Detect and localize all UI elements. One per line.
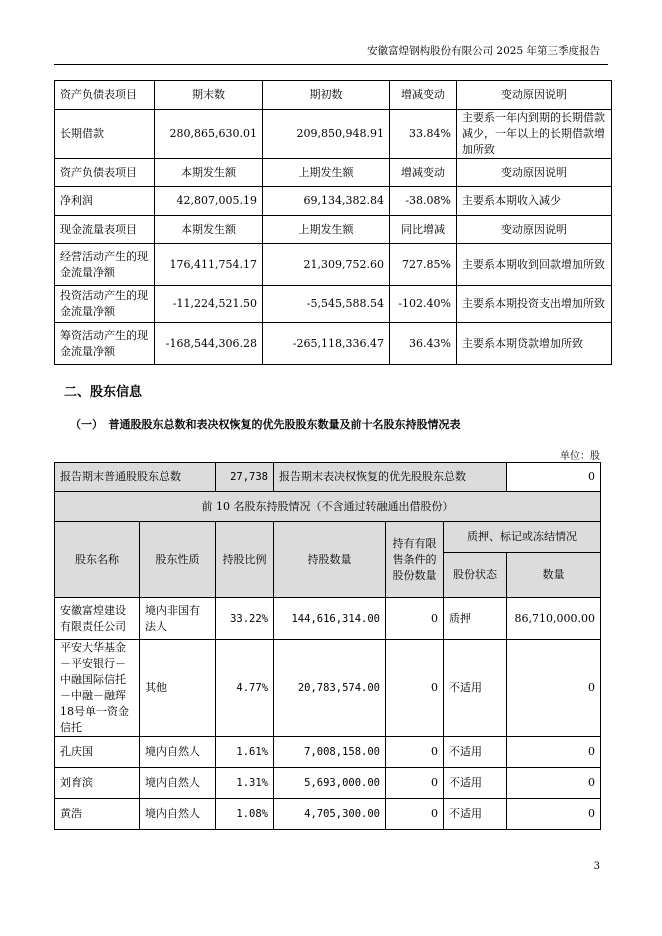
shareholder-nature: 境内自然人 — [140, 737, 216, 768]
shareholder-status: 不适用 — [444, 737, 507, 768]
shareholder-ratio: 1.31% — [216, 768, 274, 799]
shareholder-status: 质押 — [444, 598, 507, 640]
shareholder-name: 孔庆国 — [55, 737, 140, 768]
cell-change: 727.85% — [390, 244, 457, 286]
shareholder-table — [54, 462, 601, 830]
col-header-ratio: 持股比例 — [216, 522, 274, 598]
cell-reason: 变动原因说明 — [457, 81, 612, 110]
shareholder-ratio: 4.77% — [216, 640, 274, 737]
summary-label: 报告期末普通股股东总数 — [55, 463, 216, 492]
cell-begin: 期初数 — [263, 81, 390, 110]
col-header-pledge: 质押、标记或冻结情况 — [444, 522, 601, 553]
shareholder-row — [55, 768, 601, 799]
cell-end: 280,865,630.01 — [155, 110, 263, 159]
change-analysis-table — [54, 80, 612, 365]
shareholder-status: 不适用 — [444, 799, 507, 830]
preferred-label: 报告期末表决权恢复的优先股股东总数 — [274, 463, 507, 492]
shareholder-name: 黄浩 — [55, 799, 140, 830]
cell-change: 36.43% — [390, 323, 457, 365]
cell-begin: 209,850,948.91 — [263, 110, 390, 159]
table-header-row — [55, 81, 612, 110]
cell-item: 资产负债表项目 — [55, 159, 155, 187]
shareholder-qty: 20,783,574.00 — [274, 640, 386, 737]
cell-change: 同比增减 — [390, 216, 457, 244]
cell-begin: 上期发生额 — [263, 216, 390, 244]
summary-value: 27,738 — [216, 463, 274, 492]
shareholder-qty: 4,705,300.00 — [274, 799, 386, 830]
table-row — [55, 286, 612, 323]
cell-begin: -5,545,588.54 — [263, 286, 390, 323]
cell-begin: 69,134,382.84 — [263, 187, 390, 216]
table-header-row — [55, 159, 612, 187]
shareholder-amount: 0 — [507, 640, 601, 737]
report-header: 安徽富煌钢构股份有限公司 2025 年第三季度报告 — [367, 45, 600, 57]
shareholder-name: 安徽富煌建设有限责任公司 — [55, 598, 140, 640]
shareholder-row — [55, 737, 601, 768]
cell-end: 176,411,754.17 — [155, 244, 263, 286]
cell-item: 经营活动产生的现金流量净额 — [55, 244, 155, 286]
col-header-amount: 数量 — [507, 553, 601, 598]
shareholder-qty: 144,616,314.00 — [274, 598, 386, 640]
cell-item: 筹资活动产生的现金流量净额 — [55, 323, 155, 365]
cell-end: 期末数 — [155, 81, 263, 110]
shareholder-row — [55, 598, 601, 640]
shareholder-nature: 境内自然人 — [140, 768, 216, 799]
cell-begin: 上期发生额 — [263, 159, 390, 187]
col-header-restricted: 持有有限售条件的股份数量 — [386, 522, 444, 598]
cell-reason: 变动原因说明 — [457, 159, 612, 187]
table-row — [55, 110, 612, 159]
table-row — [55, 244, 612, 286]
cell-reason: 主要系本期贷款增加所致 — [457, 323, 612, 365]
shareholder-ratio: 1.61% — [216, 737, 274, 768]
cell-reason: 主要系本期收入减少 — [457, 187, 612, 216]
cell-reason: 主要系本期收到回款增加所致 — [457, 244, 612, 286]
shareholder-amount: 0 — [507, 768, 601, 799]
cell-change: 33.84% — [390, 110, 457, 159]
cell-end: 本期发生额 — [155, 216, 263, 244]
shareholder-status: 不适用 — [444, 640, 507, 737]
cell-item: 投资活动产生的现金流量净额 — [55, 286, 155, 323]
page-number: 3 — [593, 861, 600, 872]
cell-begin: 21,309,752.60 — [263, 244, 390, 286]
table-header-row — [55, 216, 612, 244]
shareholder-amount: 86,710,000.00 — [507, 598, 601, 640]
shareholder-nature: 境内非国有法人 — [140, 598, 216, 640]
shareholder-row — [55, 640, 601, 737]
shareholder-row — [55, 799, 601, 830]
cell-reason: 主要系一年内到期的长期借款减少，一年以上的长期借款增加所致 — [457, 110, 612, 159]
top10-caption: 前 10 名股东持股情况（不含通过转融通出借股份） — [55, 492, 601, 522]
col-header-qty: 持股数量 — [274, 522, 386, 598]
shareholder-name: 刘育滨 — [55, 768, 140, 799]
shareholder-restricted: 0 — [386, 640, 444, 737]
cell-change: -102.40% — [390, 286, 457, 323]
section-title: 二、股东信息 — [64, 385, 143, 400]
col-header-nature: 股东性质 — [140, 522, 216, 598]
col-header-status: 股份状态 — [444, 553, 507, 598]
cell-end: -11,224,521.50 — [155, 286, 263, 323]
cell-item: 现金流量表项目 — [55, 216, 155, 244]
shareholder-restricted: 0 — [386, 737, 444, 768]
subsection-title: （一） 普通股股东总数和表决权恢复的优先股股东数量及前十名股东持股情况表 — [70, 418, 461, 431]
cell-begin: -265,118,336.47 — [263, 323, 390, 365]
cell-reason: 主要系本期投资支出增加所致 — [457, 286, 612, 323]
cell-item: 长期借款 — [55, 110, 155, 159]
unit-label: 单位：股 — [560, 451, 600, 462]
shareholder-amount: 0 — [507, 737, 601, 768]
shareholder-restricted: 0 — [386, 768, 444, 799]
shareholder-name: 平安大华基金－平安银行－中融国际信托－中融－融珲18号单一资金信托 — [55, 640, 140, 737]
shareholder-qty: 5,693,000.00 — [274, 768, 386, 799]
preferred-value: 0 — [507, 463, 601, 492]
shareholder-ratio: 1.08% — [216, 799, 274, 830]
shareholder-ratio: 33.22% — [216, 598, 274, 640]
header-divider — [54, 64, 608, 65]
shareholder-nature: 境内自然人 — [140, 799, 216, 830]
shareholder-amount: 0 — [507, 799, 601, 830]
shareholder-status: 不适用 — [444, 768, 507, 799]
cell-end: -168,544,306.28 — [155, 323, 263, 365]
shareholder-restricted: 0 — [386, 598, 444, 640]
cell-change: 增减变动 — [390, 159, 457, 187]
cell-end: 本期发生额 — [155, 159, 263, 187]
col-header-name: 股东名称 — [55, 522, 140, 598]
shareholder-nature: 其他 — [140, 640, 216, 737]
table-row — [55, 187, 612, 216]
shareholder-qty: 7,008,158.00 — [274, 737, 386, 768]
cell-item: 净利润 — [55, 187, 155, 216]
cell-change: -38.08% — [390, 187, 457, 216]
cell-end: 42,807,005.19 — [155, 187, 263, 216]
shareholder-restricted: 0 — [386, 799, 444, 830]
cell-change: 增减变动 — [390, 81, 457, 110]
cell-reason: 变动原因说明 — [457, 216, 612, 244]
cell-item: 资产负债表项目 — [55, 81, 155, 110]
table-row — [55, 323, 612, 365]
